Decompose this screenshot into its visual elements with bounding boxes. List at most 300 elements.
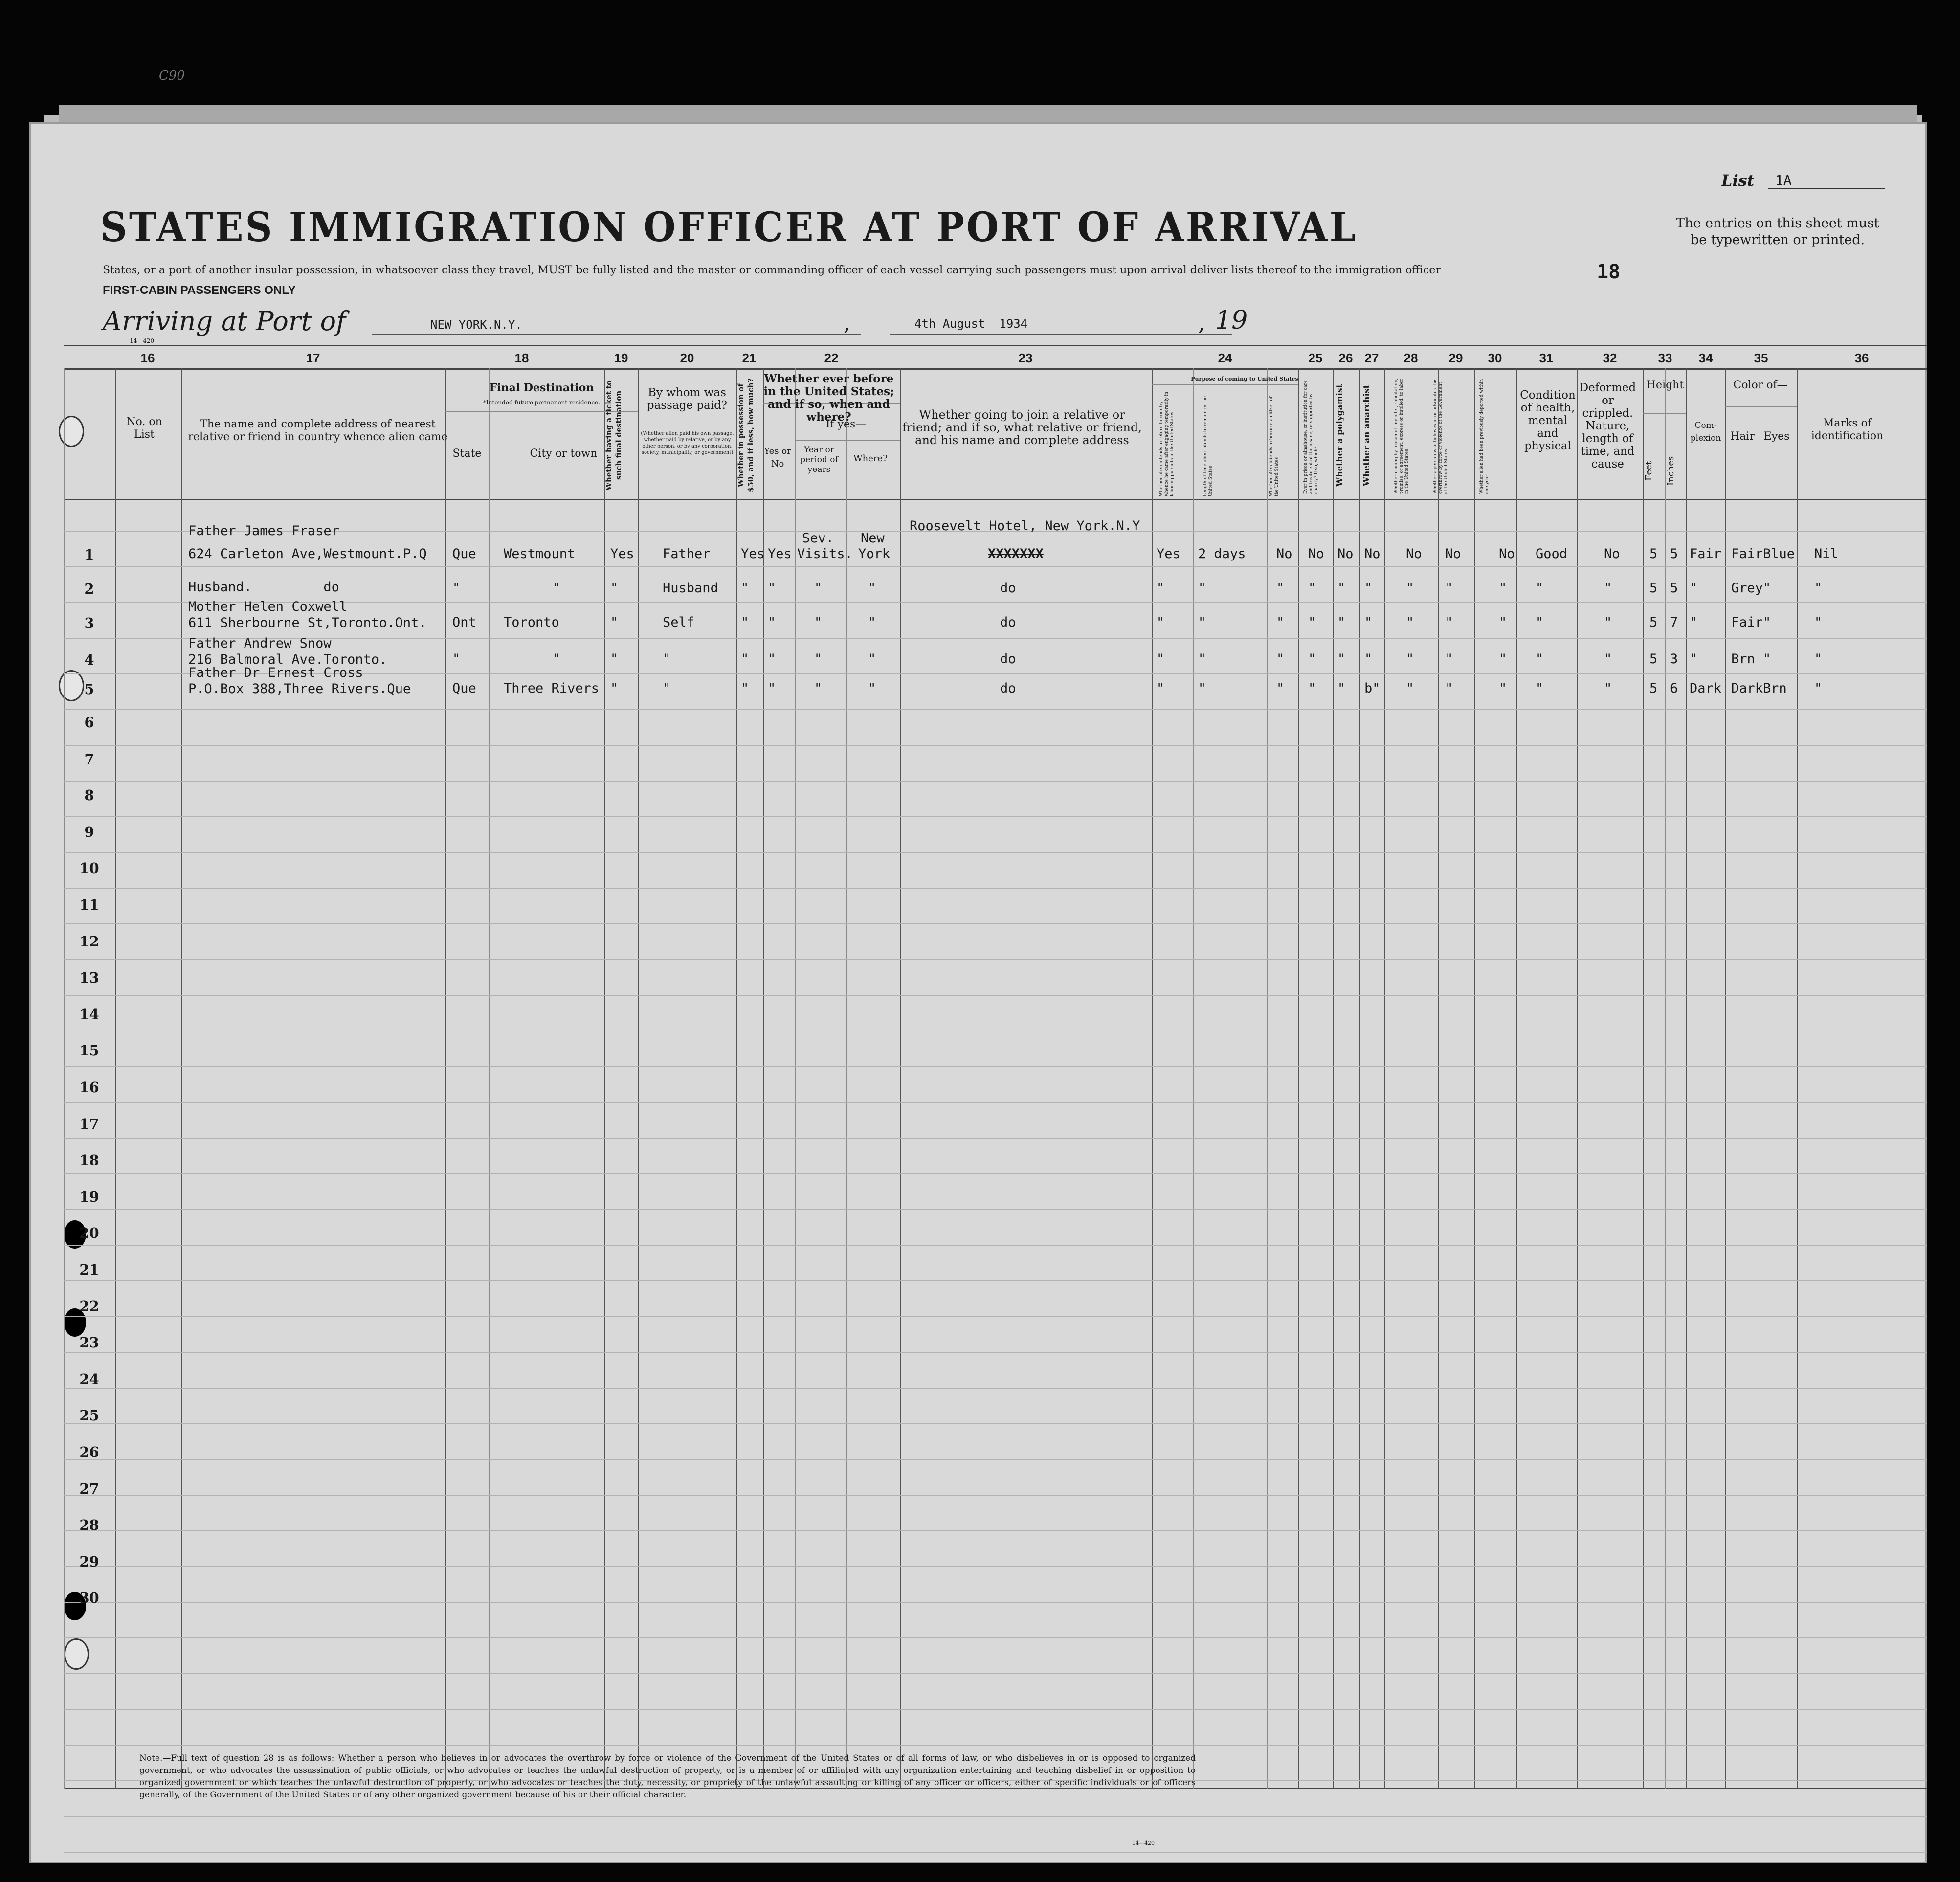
health: ": [1536, 651, 1544, 667]
row-rule: [64, 638, 1927, 639]
col22-where: Where?: [853, 453, 888, 464]
height-inches: 6: [1670, 681, 1678, 696]
height-inches: 3: [1670, 651, 1678, 667]
height-inches: 5: [1670, 546, 1678, 561]
column-number-29: 29: [1448, 351, 1463, 365]
row-rule: [64, 1673, 1927, 1674]
anarchist: ": [1364, 651, 1373, 667]
column-rule: [846, 368, 847, 1789]
eyes: Blue: [1763, 546, 1795, 561]
row-rule: [64, 1209, 1927, 1210]
dest-state: Ont: [452, 615, 476, 630]
sheet-note-line2: be typewritten or printed.: [1690, 232, 1865, 247]
col20-sub: (Whether alien paid his own passage, whether paid by relative, or by any other person, or by any corporation, society, municipality, or government): [641, 431, 734, 455]
deported: ": [1499, 651, 1507, 667]
stay-length: ": [1198, 681, 1206, 696]
return-intent: ": [1157, 651, 1165, 667]
row-rule: [64, 745, 1927, 746]
deported: ": [1499, 581, 1507, 596]
before-years: ": [814, 651, 823, 667]
health: ": [1536, 615, 1544, 630]
row-rule: [64, 1566, 1927, 1567]
relative-address: 624 Carleton Ave,Westmount.P.Q: [188, 546, 427, 561]
column-rule: [1725, 368, 1726, 1789]
column-rule: [763, 368, 764, 1789]
column-rule: [181, 368, 182, 1789]
col35-title: Color of—: [1733, 379, 1788, 391]
join-relative: do: [1000, 615, 1016, 630]
row-number: 28: [79, 1517, 99, 1534]
row-number: 20: [79, 1225, 99, 1242]
column-number-26: 26: [1338, 351, 1353, 365]
health: ": [1536, 581, 1544, 596]
col24c-header: Whether alien intends to become a citizen of the United States: [1269, 396, 1279, 496]
row-rule: [64, 709, 1927, 710]
list-value: 1A: [1775, 172, 1792, 188]
row-rule: [64, 816, 1927, 817]
footnote: Note.—Full text of question 28 is as follows: Whether a person who believes in or advocates the overthrow by force or violence of the Government of the United States or of all forms of law, or who disbelieves in or is opposed to organized government, or who advocates the assassination of public officials, or who advocates or teaches the unlawful destruction of property, or is a member of or affiliated with any organization entertaining and teaching disbelief in or opposition to organized government or which teaches the unlawful destruction of property, or who advocates or teaches the duty, necessity, or propriety of the unlawful assaulting or killing of any officer or officers, either of specific individuals or of officers generally, of the Government of the United States or of any other organized government because of his or their official character.: [139, 1753, 1196, 1800]
column-number-25: 25: [1308, 351, 1323, 365]
relative-name: Father James Fraser: [188, 523, 339, 538]
col34-header: Com-plexion: [1690, 421, 1721, 443]
dest-city: Three Rivers: [504, 681, 600, 696]
row-number: 26: [79, 1444, 99, 1460]
marks: ": [1814, 651, 1823, 667]
row-rule: [64, 888, 1927, 889]
manifest-table: [64, 345, 1927, 1800]
money: ": [741, 615, 749, 630]
column-number-35: 35: [1754, 351, 1768, 365]
row-rule: [64, 1102, 1927, 1103]
date-underline: [890, 334, 1232, 335]
row-rule: [64, 1852, 1927, 1853]
row-rule: [64, 1280, 1927, 1281]
offer: ": [1406, 681, 1414, 696]
col27-header: Whether an anarchist: [1362, 384, 1372, 486]
col26-header: Whether a polygamist: [1335, 384, 1345, 487]
class-label: FIRST-CABIN PASSENGERS ONLY: [103, 284, 296, 297]
deported: ": [1499, 681, 1507, 696]
comma: ,: [844, 311, 850, 336]
ticket: Yes: [610, 546, 634, 561]
row-number: 11: [79, 896, 99, 913]
col33-inches: Inches: [1666, 456, 1676, 486]
port-value: NEW YORK.N.Y.: [430, 318, 522, 332]
column-rule: [1797, 368, 1798, 1789]
row-rule: [64, 1602, 1927, 1603]
column-rule: [1686, 368, 1687, 1789]
relative-name: Mother Helen Coxwell: [188, 599, 348, 614]
ticket: ": [610, 581, 619, 596]
before-where-2: York: [858, 546, 891, 561]
col16-header: No. on List: [126, 416, 162, 441]
col22-year: Year or period of years: [800, 445, 838, 474]
row-rule: [64, 1316, 1927, 1317]
row-number: 12: [79, 933, 99, 950]
column-number-30: 30: [1488, 351, 1502, 365]
citizen-intent: ": [1276, 615, 1285, 630]
dest-state: Que: [452, 681, 476, 696]
polygamist: No: [1337, 546, 1354, 561]
row-number: 24: [79, 1370, 99, 1388]
before-yesno: ": [768, 681, 776, 696]
return-intent: ": [1157, 581, 1165, 596]
before-yesno: ": [768, 581, 776, 596]
header-rule: [1643, 413, 1686, 414]
row-rule: [64, 1816, 1927, 1817]
col18-state: State: [452, 448, 482, 460]
page-title: STATES IMMIGRATION OFFICER AT PORT OF ARRIVAL: [100, 203, 1358, 251]
polygamist: ": [1337, 681, 1346, 696]
paid-by: Husband: [663, 581, 718, 596]
row-number: 9: [84, 823, 94, 840]
column-rule: [1333, 368, 1334, 1789]
row-number: 4: [84, 651, 94, 668]
page-number: 18: [1597, 261, 1621, 283]
before-yesno: ": [768, 651, 776, 667]
row-number: 21: [79, 1261, 99, 1278]
date-value: 4th August 1934: [914, 317, 1028, 331]
row-number: 29: [79, 1553, 99, 1570]
eyes: Brn: [1763, 681, 1787, 696]
arriving-label: Arriving at Port of: [103, 306, 346, 336]
column-rule: [115, 368, 116, 1789]
stay-length: 2 days: [1198, 546, 1246, 561]
row-number: 3: [84, 615, 94, 631]
column-number-31: 31: [1539, 351, 1554, 365]
subtitle: States, or a port of another insular possession, in whatsoever class they travel, MUST be fully listed and the master or commanding officer of each vessel carrying such passengers must upon arrival deliver lists thereof to the immigration officer: [103, 264, 1441, 276]
eyes: ": [1763, 581, 1771, 596]
complexion: Dark: [1690, 681, 1722, 696]
prison: ": [1308, 615, 1316, 630]
col18-title: Final Destination: [489, 381, 594, 394]
money: ": [741, 681, 749, 696]
join-relative: do: [1000, 651, 1016, 667]
row-number: 16: [79, 1079, 99, 1096]
complexion: ": [1690, 651, 1698, 667]
column-rule: [604, 368, 605, 1789]
column-rule: [1193, 368, 1194, 1789]
comma: ,: [1198, 311, 1205, 336]
row-rule: [64, 1709, 1927, 1710]
row-rule: [64, 1138, 1927, 1139]
paid-by: ": [663, 681, 671, 696]
col35-hair: Hair: [1730, 430, 1755, 443]
col20-header: By whom was passage paid?: [646, 386, 728, 412]
before-where: ": [868, 681, 876, 696]
row-number: 30: [79, 1590, 99, 1607]
row-number: 6: [84, 714, 94, 731]
anarchist: ": [1364, 615, 1373, 630]
column-number-34: 34: [1698, 351, 1713, 365]
column-number-21: 21: [742, 351, 757, 365]
dest-state: Que: [452, 546, 476, 561]
row-rule: [64, 1637, 1927, 1638]
column-number-28: 28: [1403, 351, 1418, 365]
join-line2: XXXXXXX: [988, 546, 1044, 561]
list-label: List: [1721, 171, 1755, 190]
ticket: ": [610, 651, 619, 667]
col21-header: Whether in possession of $50, and if less, how much?: [736, 378, 755, 493]
height-feet: 5: [1649, 581, 1658, 596]
row-rule: [64, 1173, 1927, 1174]
deformed: ": [1604, 681, 1612, 696]
citizen-intent: ": [1276, 681, 1285, 696]
col30-header: Whether alien had been previously deported within one year: [1479, 379, 1490, 494]
col23-header: Whether going to join a relative or friend; and if so, what relative or friend, and his name and complete address: [902, 408, 1142, 447]
hair: Fair: [1731, 546, 1763, 561]
column-rule: [1298, 368, 1299, 1789]
column-rule: [736, 368, 737, 1789]
height-feet: 5: [1649, 681, 1658, 696]
column-rule: [1665, 368, 1666, 1789]
row-rule: [64, 1066, 1927, 1067]
relative-name: Father Andrew Snow: [188, 636, 332, 651]
row-rule: [64, 1459, 1927, 1460]
column-rule: [1267, 368, 1268, 1789]
column-number-33: 33: [1658, 351, 1672, 365]
sheet-note: [1653, 215, 1902, 248]
row-number: 18: [79, 1152, 99, 1169]
relative-address: 611 Sherbourne St,Toronto.Ont.: [188, 615, 427, 630]
row-rule: [64, 923, 1927, 924]
sheet-note-line1: The entries on this sheet must: [1675, 216, 1879, 231]
row-rule: [64, 852, 1927, 853]
height-feet: 5: [1649, 546, 1658, 561]
offer: ": [1406, 615, 1414, 630]
deformed: ": [1604, 615, 1612, 630]
column-number-36: 36: [1854, 351, 1869, 365]
overthrow: No: [1445, 546, 1461, 561]
column-rule: [489, 368, 490, 1789]
stay-length: ": [1198, 615, 1206, 630]
citizen-intent: ": [1276, 651, 1285, 667]
before-where: ": [868, 615, 876, 630]
row-rule: [64, 1530, 1927, 1531]
deformed: No: [1604, 546, 1620, 561]
port-underline: [372, 334, 861, 335]
col19-header: Whether having a ticket to such final destination: [604, 380, 623, 491]
row-rule: [64, 1388, 1927, 1389]
row-number: 22: [79, 1298, 99, 1315]
marks: Nil: [1814, 546, 1838, 561]
height-feet: 5: [1649, 651, 1658, 667]
hair: Brn: [1731, 651, 1755, 667]
column-number-19: 19: [614, 351, 628, 365]
col24-title: Purpose of coming to United States: [1191, 376, 1298, 382]
before-yesno: ": [768, 615, 776, 630]
dest-city: ": [553, 651, 561, 667]
corner-mark: C90: [159, 68, 185, 83]
column-number-22: 22: [824, 351, 839, 365]
col24a-header: Whether alien intends to return to country whence he came after engaging temporarily in laboring pursuits in the United States: [1159, 391, 1175, 496]
row-rule: [64, 1423, 1927, 1424]
column-number-24: 24: [1218, 351, 1232, 365]
money: ": [741, 651, 749, 667]
paid-by: Father: [663, 546, 711, 561]
column-rule: [1152, 368, 1153, 1789]
overthrow: ": [1445, 615, 1453, 630]
row-rule: [64, 566, 1927, 567]
row-rule: [64, 1495, 1927, 1496]
health: Good: [1536, 546, 1568, 561]
height-inches: 7: [1670, 615, 1678, 630]
before-years-2: Visits.: [797, 546, 853, 561]
column-number-27: 27: [1364, 351, 1379, 365]
dest-city: Toronto: [504, 615, 559, 630]
column-rule: [445, 368, 446, 1789]
before-where: New: [861, 531, 885, 546]
col18-sub: *Intended future permanent residence.: [483, 399, 600, 406]
row-number: 19: [79, 1188, 99, 1205]
polygamist: ": [1337, 651, 1346, 667]
join-relative: do: [1000, 581, 1016, 596]
row-rule: [64, 1745, 1927, 1746]
column-number-16: 16: [140, 351, 155, 365]
before-years: ": [814, 681, 823, 696]
anarchist: No: [1364, 546, 1381, 561]
dest-city: Westmount: [504, 546, 576, 561]
row-number: 5: [84, 681, 94, 697]
before-where: ": [868, 581, 876, 596]
prison: ": [1308, 651, 1316, 667]
column-rule: [1643, 368, 1644, 1789]
col33-feet: Feet: [1644, 461, 1654, 481]
row-rule: [64, 781, 1927, 782]
overthrow: ": [1445, 581, 1453, 596]
col17-header: The name and complete address of nearest relative or friend in country whence alien came: [188, 418, 448, 443]
col28-header: Whether coming by reason of any offer, solicitation, promise, or agreement, express or implied, to labor in the United States: [1394, 378, 1409, 494]
form-code: 14—420: [130, 337, 155, 344]
height-inches: 5: [1670, 581, 1678, 596]
overthrow: ": [1445, 651, 1453, 667]
deformed: ": [1604, 651, 1612, 667]
row-number: 7: [84, 750, 94, 767]
stay-length: ": [1198, 581, 1206, 596]
deported: ": [1499, 615, 1507, 630]
polygamist: ": [1337, 581, 1346, 596]
ticket: ": [610, 615, 619, 630]
year-prefix: 19: [1215, 306, 1248, 335]
before-where: ": [868, 651, 876, 667]
row-rule: [64, 1245, 1927, 1246]
eyes: ": [1763, 615, 1771, 630]
marks: ": [1814, 681, 1823, 696]
col22-ifyes: If yes—: [825, 418, 867, 430]
return-intent: ": [1157, 615, 1165, 630]
column-rule: [1438, 368, 1439, 1789]
prison: No: [1308, 546, 1324, 561]
before-years: ": [814, 581, 823, 596]
column-number-32: 32: [1603, 351, 1617, 365]
money: Yes: [741, 546, 765, 561]
column-number-17: 17: [306, 351, 320, 365]
column-rule: [1516, 368, 1517, 1789]
row-number: 1: [84, 546, 94, 563]
col22-yesno: Yes or No: [764, 446, 791, 469]
col29-header: Whether a person who believes in or advocates the overthrow by force or violence of the Government of the United States: [1433, 380, 1448, 494]
before-years: ": [814, 615, 823, 630]
column-rule: [795, 368, 796, 1789]
row-rule: [64, 1352, 1927, 1353]
overthrow: ": [1445, 681, 1453, 696]
paid-by: ": [663, 651, 671, 667]
hair: Fair: [1731, 615, 1763, 630]
column-number-18: 18: [514, 351, 529, 365]
relative-address: P.O.Box 388,Three Rivers.Que: [188, 681, 411, 696]
row-number: 17: [79, 1115, 99, 1132]
hair: Grey: [1731, 581, 1763, 596]
row-number: 23: [79, 1334, 99, 1351]
column-number-23: 23: [1018, 351, 1033, 365]
row-rule: [64, 959, 1927, 960]
col36-header: Marks of identification: [1811, 417, 1884, 442]
row-rule: [64, 995, 1927, 996]
col31-header: Condition of health, mental and physical: [1520, 389, 1576, 452]
row-number: 27: [79, 1480, 99, 1497]
money: ": [741, 581, 749, 596]
col33-title: Height: [1646, 379, 1684, 391]
col22-title: Whether ever before in the United States; and if so, when and where?: [763, 372, 894, 424]
column-rule: [638, 368, 639, 1789]
anarchist: b": [1364, 681, 1381, 696]
join-relative: do: [1000, 681, 1016, 696]
citizen-intent: No: [1276, 546, 1292, 561]
complexion: Fair: [1690, 546, 1722, 561]
dest-city: ": [553, 581, 561, 596]
prison: ": [1308, 581, 1316, 596]
citizen-intent: ": [1276, 581, 1285, 596]
column-rule: [1474, 368, 1475, 1789]
polygamist: ": [1337, 615, 1346, 630]
ticket: ": [610, 681, 619, 696]
dest-state: ": [452, 581, 461, 596]
before-years: Sev.: [802, 531, 834, 546]
height-feet: 5: [1649, 615, 1658, 630]
complexion: ": [1690, 581, 1698, 596]
col25-header: Ever in prison or almshouse, or institution for care and treatment of the insane, or supported by charity? If so, which?: [1303, 380, 1319, 494]
column-rule: [1577, 368, 1578, 1789]
paid-by: Self: [663, 615, 695, 630]
row-number: 15: [79, 1042, 99, 1059]
col32-header: Deformed or crippled. Nature, length of time, and cause: [1579, 381, 1636, 470]
prison: ": [1308, 681, 1316, 696]
col18-city: City or town: [530, 448, 598, 460]
column-rule: [1384, 368, 1385, 1789]
row-number: 8: [84, 787, 94, 804]
col35-eyes: Eyes: [1763, 430, 1790, 443]
header-rule: [795, 440, 900, 441]
deformed: ": [1604, 581, 1612, 596]
return-intent: Yes: [1157, 546, 1180, 561]
stay-length: ": [1198, 651, 1206, 667]
hair: Dark: [1731, 681, 1763, 696]
column-rule: [1359, 368, 1360, 1789]
offer: No: [1406, 546, 1422, 561]
eyes: ": [1763, 651, 1771, 667]
dest-state: ": [452, 651, 461, 667]
row-number: 10: [79, 860, 99, 877]
complexion: ": [1690, 615, 1698, 630]
offer: ": [1406, 581, 1414, 596]
col24b-header: Length of time alien intends to remain in the United States: [1203, 396, 1213, 496]
footnote-code: 14—420: [1132, 1840, 1155, 1846]
relative-name: Father Dr Ernest Cross: [188, 665, 363, 680]
relative-name: Husband. do: [188, 580, 339, 595]
column-rule: [900, 368, 901, 1789]
deported: No: [1499, 546, 1515, 561]
health: ": [1536, 681, 1544, 696]
